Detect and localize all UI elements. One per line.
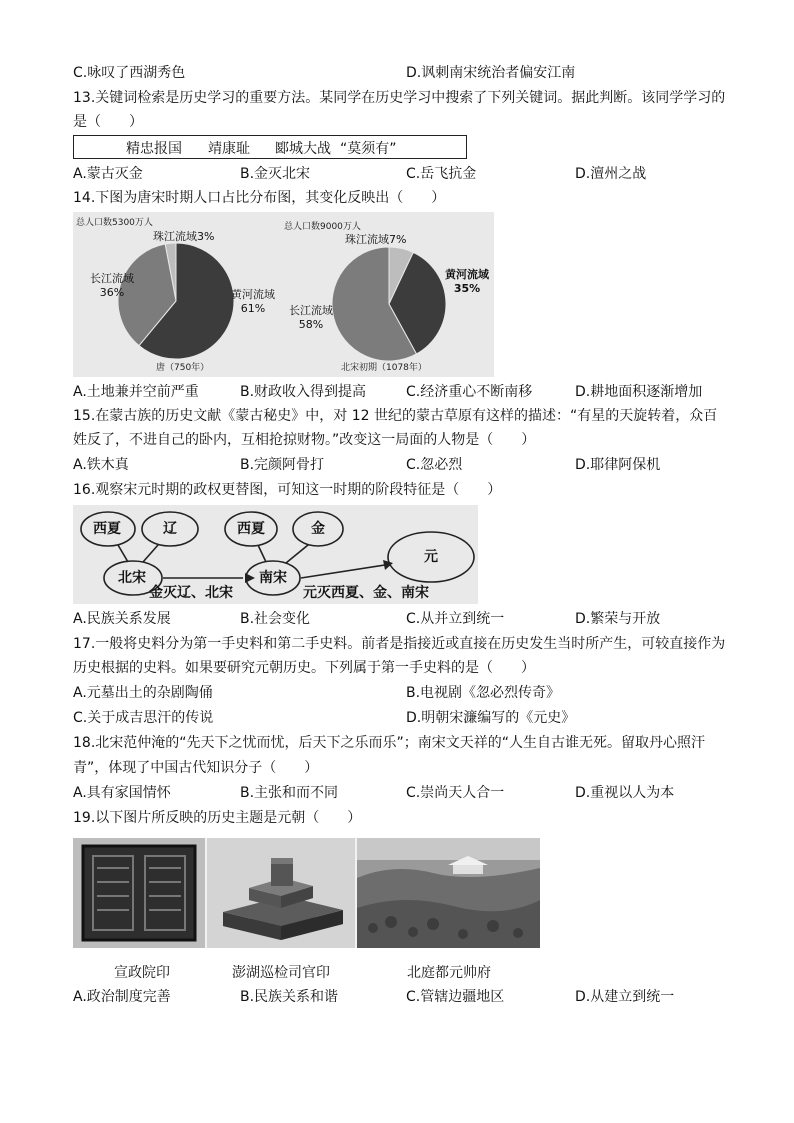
pie-tang [118,243,234,359]
pie-song-label-huanghe [445,268,489,296]
q18-option-b: B.主张和而不同 [240,785,339,801]
q19-stem: 19.以下图片所反映的历史主题是元朝（ ） [73,810,362,826]
q19-photo-strip [73,838,540,948]
q19-caption-3: 北庭都元帅府 [407,965,491,981]
q14-option-d: D.耕地面积逐渐增加 [575,384,703,400]
pie-tang-label-zhujiang [153,230,214,244]
q13-stem-line1: 13.关键词检索是历史学习的重要方法。某同学在历史学习中搜索了下列关键词。据此判断。该同学学习的 [73,90,726,106]
regime-change-diagram [73,505,478,604]
pie-label-name: 珠江流域 [153,230,197,243]
q13-option-b: B.金灭北宋 [240,166,311,182]
link-liao-beisong [143,545,158,562]
q14-stem: 14.下图为唐宋时期人口占比分布图，其变化反映出（ ） [73,190,446,206]
q19-option-a: A.政治制度完善 [73,989,171,1005]
diagram-label-2: 元灭西夏、金、南宋 [303,585,429,601]
q13-keyword-box [73,135,467,159]
pie-charts-svg [73,212,494,377]
q14-option-a: A.土地兼并空前严重 [73,384,199,400]
pie-label-name: 长江流域 [90,272,134,285]
pie-label-value: 36% [99,286,125,299]
q15-stem-line1: 15.在蒙古族的历史文献《蒙古秘史》中，对 12 世纪的蒙古草原有这样的描述：“有星的天旋转着，众百 [73,408,718,424]
q12-option-d: D.讽刺南宋统治者偏安江南 [406,65,576,81]
q15-option-c: C.忽必烈 [406,457,463,473]
link-xixia2-nansong [258,545,266,562]
q19-photos-svg [73,838,540,948]
q17-option-b: B.电视剧《忽必烈传奇》 [406,685,561,701]
diagram-jin: 金 [311,521,325,537]
q13-keyword: “莫须有” [340,141,397,157]
arrow-nansong-yuan [301,565,385,578]
pie-song-title: 总人口数9000万人 [284,222,361,232]
pie-label-value: 61% [240,302,266,315]
diagram-label-1: 金灭辽、北宋 [149,585,233,601]
pie-label-value: 35% [453,282,481,295]
pie-tang-label-huanghe [231,288,275,316]
diagram-beisong: 北宋 [118,570,146,586]
diagram-nansong: 南宋 [259,570,287,586]
q13-option-d: D.澶州之战 [575,166,647,182]
q19-option-c: C.管辖边疆地区 [406,989,505,1005]
q18-option-d: D.重视以人为本 [575,785,675,801]
pie-label-value: 7% [389,233,407,246]
link-xixia1-beisong [118,545,128,562]
pie-tang-title: 总人口数5300万人 [76,218,153,228]
diagram-yuan: 元 [424,549,438,565]
diagram-liao: 辽 [163,521,177,537]
q15-stem-line2: 姓反了，不进自己的卧内，互相抢掠财物。”改变这一局面的人物是（ ） [73,432,536,448]
q17-stem-line1: 17.一般将史料分为第一手史料和第二手史料。前者是指接近或直接在历史发生当时所产生，可较直接作为 [73,636,726,652]
pie-song-label-zhujiang [345,233,406,247]
arrowhead-2 [383,560,393,570]
pie-song [332,247,446,361]
q17-option-c: C.关于成吉思汗的传说 [73,710,214,726]
q17-stem-line2: 历史根据的史料。如果要研究元朝历史。下列属于第一手史料的是（ ） [73,660,535,676]
q16-option-c: C.从并立到统一 [406,611,505,627]
q12-option-c: C.咏叹了西湖秀色 [73,65,186,81]
q14-option-b: B.财政收入得到提高 [240,384,367,400]
diagram-xixia-2: 西夏 [237,521,265,537]
q17-option-a: A.元墓出土的杂剧陶俑 [73,685,213,701]
q19-option-b: B.民族关系和谐 [240,989,339,1005]
q17-option-d: D.明朝宋濂编写的《元史》 [406,710,576,726]
q18-option-a: A.具有家国情怀 [73,785,171,801]
pie-tang-label-changjiang [90,272,134,300]
pie-label-name: 长江流域 [289,304,333,317]
link-jin-nansong [286,545,308,563]
pie-label-name: 黄河流域 [445,268,489,281]
pie-song-caption: 北宋初期（1078年） [341,363,427,373]
q18-option-c: C.崇尚天人合一 [406,785,505,801]
q13-stem-line2: 是（ ） [73,114,143,130]
q19-option-d: D.从建立到统一 [575,989,675,1005]
q13-keyword: 精忠报国 [126,141,182,157]
q18-stem-line2: 青”，体现了中国古代知识分子（ ） [73,760,319,776]
q18-stem-line1: 18.北宋范仲淹的“先天下之忧而忧，后天下之乐而乐”；南宋文天祥的“人生自古谁无死。留取丹心照汗 [73,735,706,751]
q13-option-a: A.蒙古灭金 [73,166,143,182]
q16-stem: 16.观察宋元时期的政权更替图，可知这一时期的阶段特征是（ ） [73,482,502,498]
pie-tang-caption: 唐（750年） [156,363,210,373]
q13-keyword: 靖康耻 [208,141,250,157]
diagram-xixia-1: 西夏 [93,521,121,537]
q15-option-b: B.完颜阿骨打 [240,457,325,473]
population-pie-figure [73,212,494,377]
pie-label-name: 黄河流域 [231,288,275,301]
pie-label-value: 58% [298,318,324,331]
q16-option-b: B.社会变化 [240,611,311,627]
arrowhead-1 [245,573,255,583]
q13-option-c: C.岳飞抗金 [406,166,477,182]
q16-option-d: D.繁荣与开放 [575,611,661,627]
q15-option-a: A.铁木真 [73,457,129,473]
pie-label-name: 珠江流域 [345,233,389,246]
q16-option-a: A.民族关系发展 [73,611,171,627]
q14-option-c: C.经济重心不断南移 [406,384,533,400]
q19-caption-1: 宣政院印 [114,965,170,981]
q13-keyword: 郾城大战 [275,141,331,157]
pie-label-value: 3% [197,230,215,243]
q19-caption-2: 澎湖巡检司官印 [232,965,330,981]
pie-song-label-changjiang [289,304,333,332]
q15-option-d: D.耶律阿保机 [575,457,661,473]
